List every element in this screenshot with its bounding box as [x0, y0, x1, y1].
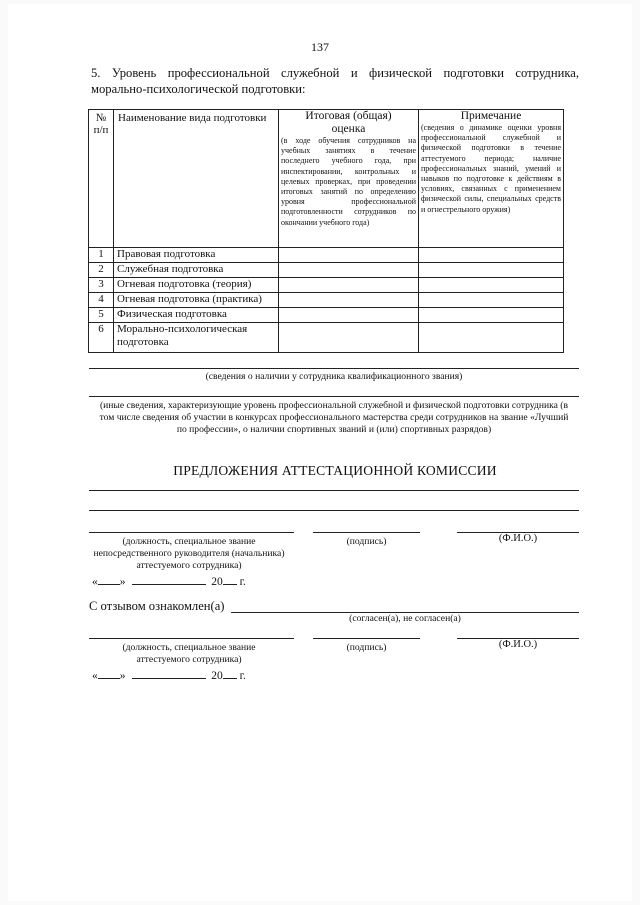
qualification-caption: (сведения о наличии у сотрудника квалификационного звания) — [205, 371, 463, 382]
row-remark-cell[interactable] — [419, 263, 564, 278]
table-row — [89, 293, 564, 308]
header-remark — [419, 110, 564, 248]
header-remark-title: Примечание — [460, 110, 522, 122]
employee-date — [92, 668, 246, 682]
commission-line-1[interactable] — [89, 490, 579, 491]
row-score-cell[interactable] — [279, 308, 419, 323]
header-score — [279, 110, 419, 248]
row-num: 6 — [89, 323, 114, 353]
row-remark-cell[interactable] — [419, 308, 564, 323]
supervisor-signature-caption: (подпись) — [346, 536, 387, 547]
table-row — [89, 308, 564, 323]
supervisor-name-caption: (Ф.И.О.) — [498, 533, 538, 544]
supervisor-signature-line[interactable] — [313, 532, 420, 533]
date-open-quote: « — [92, 670, 98, 682]
qualification-line[interactable] — [89, 368, 579, 369]
header-remark-note: (сведения о динамике оценки уровня профессиональной служебной и физической подготовки в течение аттестуемого периода; наличие профессиональных знаний, умений и навыков по подготовке к действиям в условиях, связанных с применением физической силы, специальных средств и огнестрельного оружия) — [421, 123, 561, 214]
supervisor-position-caption: (должность, специальное звание непосредственного руководителя (начальника) аттестуемого сотрудника) — [93, 536, 285, 571]
table-row — [89, 278, 564, 293]
row-num: 1 — [89, 248, 114, 263]
row-score-cell[interactable] — [279, 323, 419, 353]
commission-title: ПРЕДЛОЖЕНИЯ АТТЕСТАЦИОННОЙ КОМИССИИ — [173, 463, 497, 478]
year-blank[interactable] — [223, 668, 237, 679]
header-name: Наименование вида подготовки — [114, 110, 279, 248]
employee-signature-caption: (подпись) — [346, 642, 387, 653]
employee-position-line[interactable] — [89, 638, 294, 639]
year-suffix: г. — [239, 576, 246, 588]
year-suffix: г. — [239, 670, 246, 682]
row-name: Морально-психологическая подготовка — [114, 323, 279, 353]
month-blank[interactable] — [132, 668, 206, 679]
header-score-note: (в ходе обучения сотрудников на учебных занятиях в течение последнего учебного года, при инспектировании, контрольных и целевых проверках, при проведении итоговых занятий по определению уровня профессиональной подготовленности сотрудников по окончании учебного года) — [281, 136, 416, 227]
row-name: Огневая подготовка (практика) — [114, 293, 279, 308]
other-info-line[interactable] — [89, 396, 579, 397]
training-table — [88, 109, 564, 353]
row-score-cell[interactable] — [279, 263, 419, 278]
row-name: Служебная подготовка — [114, 263, 279, 278]
table-header-row — [89, 110, 564, 248]
row-num: 5 — [89, 308, 114, 323]
other-info-caption: (иные сведения, характеризующие уровень профессиональной служебной и физической подготовки сотрудника (в том числе сведения об участии в конкурсах профессионального мастерства среди сотрудников на звание «Лучший по профессии», о наличии спортивных званий и (или) спортивных разрядов) — [99, 400, 569, 435]
table-row — [89, 323, 564, 353]
year-prefix: 20 — [211, 576, 223, 588]
employee-signature-line[interactable] — [313, 638, 420, 639]
row-name: Огневая подготовка (теория) — [114, 278, 279, 293]
row-score-cell[interactable] — [279, 248, 419, 263]
row-name: Физическая подготовка — [114, 308, 279, 323]
row-remark-cell[interactable] — [419, 278, 564, 293]
table-row — [89, 248, 564, 263]
row-score-cell[interactable] — [279, 293, 419, 308]
employee-position-caption: (должность, специальное звание аттестуемого сотрудника) — [122, 642, 256, 665]
year-prefix: 20 — [211, 670, 223, 682]
row-remark-cell[interactable] — [419, 293, 564, 308]
day-blank[interactable] — [98, 574, 120, 585]
employee-name-caption: (Ф.И.О.) — [498, 639, 538, 650]
header-score-title: Итоговая (общая) оценка — [305, 110, 392, 135]
page-number: 137 — [311, 40, 329, 54]
day-blank[interactable] — [98, 668, 120, 679]
date-open-quote: « — [92, 576, 98, 588]
acknowledgement-caption: (согласен(а), не согласен(а) — [349, 613, 461, 624]
row-remark-cell[interactable] — [419, 248, 564, 263]
date-close-quote: » — [119, 670, 126, 682]
header-num: № п/п — [89, 110, 114, 248]
supervisor-date — [92, 574, 246, 588]
table-row — [89, 263, 564, 278]
year-blank[interactable] — [223, 574, 237, 585]
acknowledgement-label: С отзывом ознакомлен(а) — [89, 599, 225, 613]
supervisor-position-line[interactable] — [89, 532, 294, 533]
month-blank[interactable] — [132, 574, 206, 585]
row-num: 3 — [89, 278, 114, 293]
row-num: 2 — [89, 263, 114, 278]
row-remark-cell[interactable] — [419, 323, 564, 353]
row-name: Правовая подготовка — [114, 248, 279, 263]
row-num: 4 — [89, 293, 114, 308]
date-close-quote: » — [119, 576, 126, 588]
commission-line-2[interactable] — [89, 510, 579, 511]
row-score-cell[interactable] — [279, 278, 419, 293]
section-heading: 5. Уровень профессиональной служебной и физической подготовки сотрудника, морально-психологической подготовки: — [91, 66, 579, 96]
